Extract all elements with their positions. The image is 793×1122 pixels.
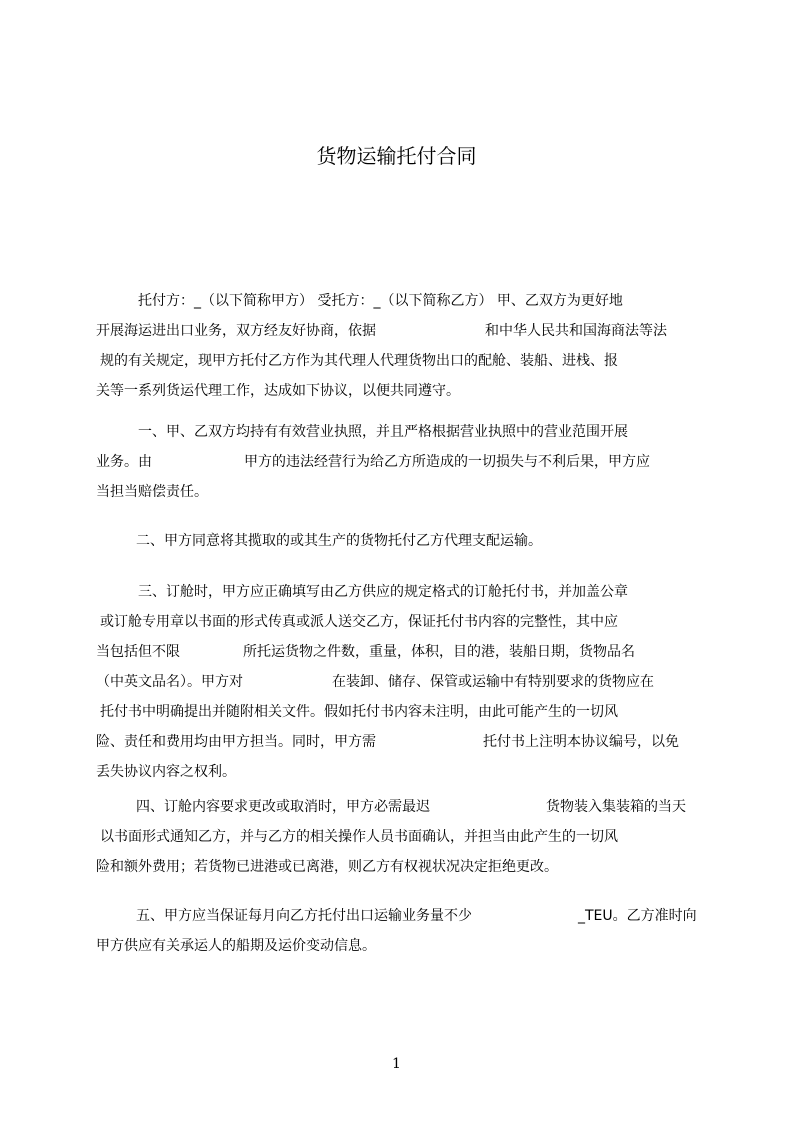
paragraph-line [96, 447, 708, 477]
line-text: 和中华人民共和国海商法等法 [485, 323, 667, 339]
clause-1-paragraph [96, 417, 708, 507]
clause-5-paragraph [96, 901, 708, 961]
line-text: 二、甲方同意将其揽取的或其生产的货物托付乙方代理支配运输。 [136, 533, 542, 549]
line-text: 险和额外费用；若货物已进港或已离港，则乙方有权视状况决定拒绝更改。 [96, 859, 558, 875]
clause-2-paragraph [96, 526, 708, 556]
line-text: 货物装入集装箱的当天 [546, 799, 686, 815]
paragraph-line [96, 901, 708, 931]
clause-4-paragraph [96, 792, 708, 882]
paragraph-line [96, 667, 708, 697]
line-text: 甲方的违法经营行为给乙方所造成的一切损失与不利后果，甲方应 [244, 454, 650, 470]
paragraph-line [96, 417, 708, 447]
paragraph-line [96, 822, 708, 852]
clause-3-paragraph [96, 577, 708, 787]
paragraph-line [96, 607, 708, 637]
paragraph-line [96, 792, 708, 822]
paragraph-line [96, 757, 708, 787]
document-title: 货物运输托付合同 [316, 144, 477, 168]
preamble-paragraph [96, 286, 708, 406]
paragraph-line [96, 852, 708, 882]
line-text: 丢失协议内容之权利。 [96, 764, 236, 780]
line-text: 或订舱专用章以书面的形式传真或派人送交乙方，保证托付书内容的完整性，其中应 [100, 614, 618, 630]
line-text: 甲方供应有关承运人的船期及运价变动信息。 [96, 938, 376, 954]
paragraph-line [96, 577, 708, 607]
line-text: 险、责任和费用均由甲方担当。同时，甲方需 [96, 734, 376, 750]
paragraph-line [96, 477, 708, 507]
paragraph-line [96, 286, 708, 316]
paragraph-line [96, 637, 708, 667]
paragraph-line [96, 697, 708, 727]
line-text: 所托运货物之件数，重量，体积，目的港，装船日期，货物品名 [243, 644, 635, 660]
line-text: 当包括但不限 [96, 644, 180, 660]
line-text: （中英文品名）。甲方对 [96, 674, 243, 690]
line-text: 业务。由 [96, 454, 152, 470]
line-text: 托付方：_（以下简称甲方） 受托方：_（以下简称乙方） 甲、乙双方为更好地 [138, 293, 623, 309]
line-text: _TEU。乙方准时向 [578, 908, 697, 924]
paragraph-line [96, 727, 708, 757]
paragraph-line [96, 526, 708, 556]
paragraph-line [96, 316, 708, 346]
paragraph-line [96, 376, 708, 406]
line-text: 关等一系列货运代理工作，达成如下协议，以便共同遵守。 [96, 383, 460, 399]
line-text: 以书面形式通知乙方，并与乙方的相关操作人员书面确认，并担当由此产生的一切风 [100, 829, 618, 845]
paragraph-line [96, 931, 708, 961]
page-number: 1 [392, 1056, 401, 1072]
line-text: 托付书中明确提出并随附相关文件。假如托付书内容未注明，由此可能产生的一切风 [100, 704, 618, 720]
paragraph-line [96, 346, 708, 376]
line-text: 四、订舱内容要求更改或取消时，甲方必需最迟 [136, 799, 430, 815]
line-text: 开展海运进出口业务，双方经友好协商，依据 [96, 323, 376, 339]
line-text: 在装卸、储存、保管或运输中有特别要求的货物应在 [332, 674, 654, 690]
line-text: 规的有关规定，现甲方托付乙方作为其代理人代理货物出口的配舱、装船、进栈、报 [100, 353, 618, 369]
line-text: 托付书上注明本协议编号，以免 [483, 734, 679, 750]
line-text: 一、甲、乙双方均持有有效营业执照，并且严格根据营业执照中的营业范围开展 [138, 424, 628, 440]
line-text: 三、订舱时，甲方应正确填写由乙方供应的规定格式的订舱托付书，并加盖公章 [138, 584, 628, 600]
line-text: 五、甲方应当保证每月向乙方托付出口运输业务量不少 [136, 908, 472, 924]
line-text: 当担当赔偿责任。 [96, 484, 208, 500]
